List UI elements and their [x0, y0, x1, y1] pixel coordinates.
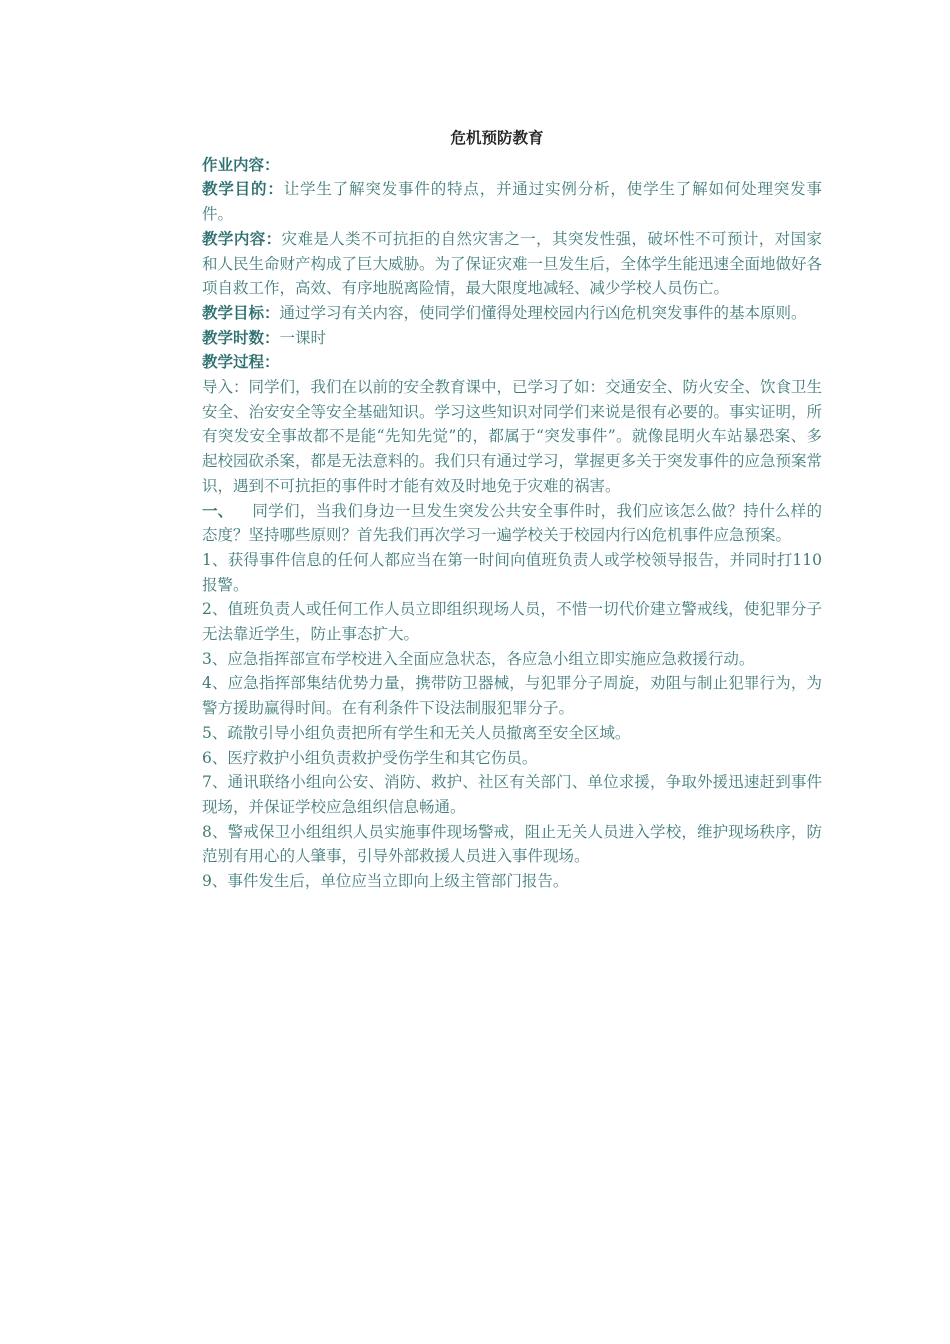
intro-paragraph: 导入：同学们，我们在以前的安全教育课中，已学习了如：交通安全、防火安全、饮食卫生安全、治安安全等安全基础知识。学习这些知识对同学们来说是很有必要的。事实证明，所有突发安全事故都不是能“先知先觉”的，都属于“突发事件”。就像昆明火车站暴恐案、多起校园砍杀案，都是无法意料的。我们只有通过学习，掌握更多关于突发事件的应急预案常识，遇到不可抗拒的事件时才能有效及时地免于灾难的祸害。 [202, 378, 823, 495]
list-item: 3、应急指挥部宣布学校进入全面应急状态，各应急小组立即实施应急救援行动。 [202, 649, 755, 668]
list-item: 9、事件发生后，单位应当立即向上级主管部门报告。 [202, 872, 569, 891]
list-item: 2、值班负责人或任何工作人员立即组织现场人员，不惜一切代价建立警戒线，使犯罪分子无法靠近学生，防止事态扩大。 [202, 600, 822, 644]
teaching-objective [202, 301, 822, 326]
homework-heading: 作业内容： [202, 154, 280, 174]
teaching-content [202, 227, 822, 301]
teaching-process-heading: 教学过程： [202, 352, 280, 372]
teaching-hours-label: 教学时数： [202, 327, 280, 347]
teaching-content-label: 教学内容： [202, 228, 282, 248]
list-item: 4、应急指挥部集结优势力量，携带防卫器械，与犯罪分子周旋，劝阻与制止犯罪行为，为警方援助赢得时间。在有利条件下设法制服犯罪分子。 [202, 674, 822, 718]
list-item: 6、医疗救护小组负责救护受伤学生和其它伤员。 [202, 748, 538, 767]
teaching-hours-text: 一课时 [279, 328, 327, 347]
document-title: 危机预防教育 [450, 128, 544, 147]
teaching-goal-label: 教学目的： [202, 179, 284, 199]
list-item: 8、警戒保卫小组组织人员实施事件现场警戒，阻止无关人员进入学校，维护现场秩序，防范别有用心的人肇事，引导外部救援人员进入事件现场。 [202, 822, 822, 866]
teaching-objective-label: 教学目标： [202, 302, 280, 322]
section-one-text: 同学们，当我们身边一旦发生突发公共安全事件时，我们应该怎么做？持什么样的态度？坚持哪些原则？首先我们再次学习一遍学校关于校园内行凶危机事件应急预案。 [202, 501, 822, 545]
teaching-objective-text: 通过学习有关内容，使同学们懂得处理校园内行凶危机突发事件的基本原则。 [279, 303, 807, 322]
list-item: 7、通讯联络小组向公安、消防、救护、社区有关部门、单位求援，争取外援迅速赶到事件现场，并保证学校应急组织信息畅通。 [202, 773, 822, 816]
teaching-goal-text: 让学生了解突发事件的特点，并通过实例分析，使学生了解如何处理突发事件。 [202, 180, 822, 224]
section-one [202, 499, 822, 548]
section-one-number: 一、 [202, 500, 234, 520]
teaching-content-text: 灾难是人类不可抗拒的自然灾害之一，其突发性强，破坏性不可预计，对国家和人民生命财产构成了巨大威胁。为了保证灾难一旦发生后，全体学生能迅速全面地做好各项自救工作，高效、有序地脱离险情，最大限度地减轻、减少学校人员伤亡。 [202, 229, 823, 298]
list-item: 1、获得事件信息的任何人都应当在第一时间向值班负责人或学校领导报告，并同时打110报警。 [202, 550, 822, 594]
document-body [202, 126, 822, 894]
list-item: 5、疏散引导小组负责把所有学生和无关人员撤离至安全区域。 [202, 723, 631, 742]
teaching-hours [202, 326, 822, 351]
teaching-goal [202, 177, 822, 226]
